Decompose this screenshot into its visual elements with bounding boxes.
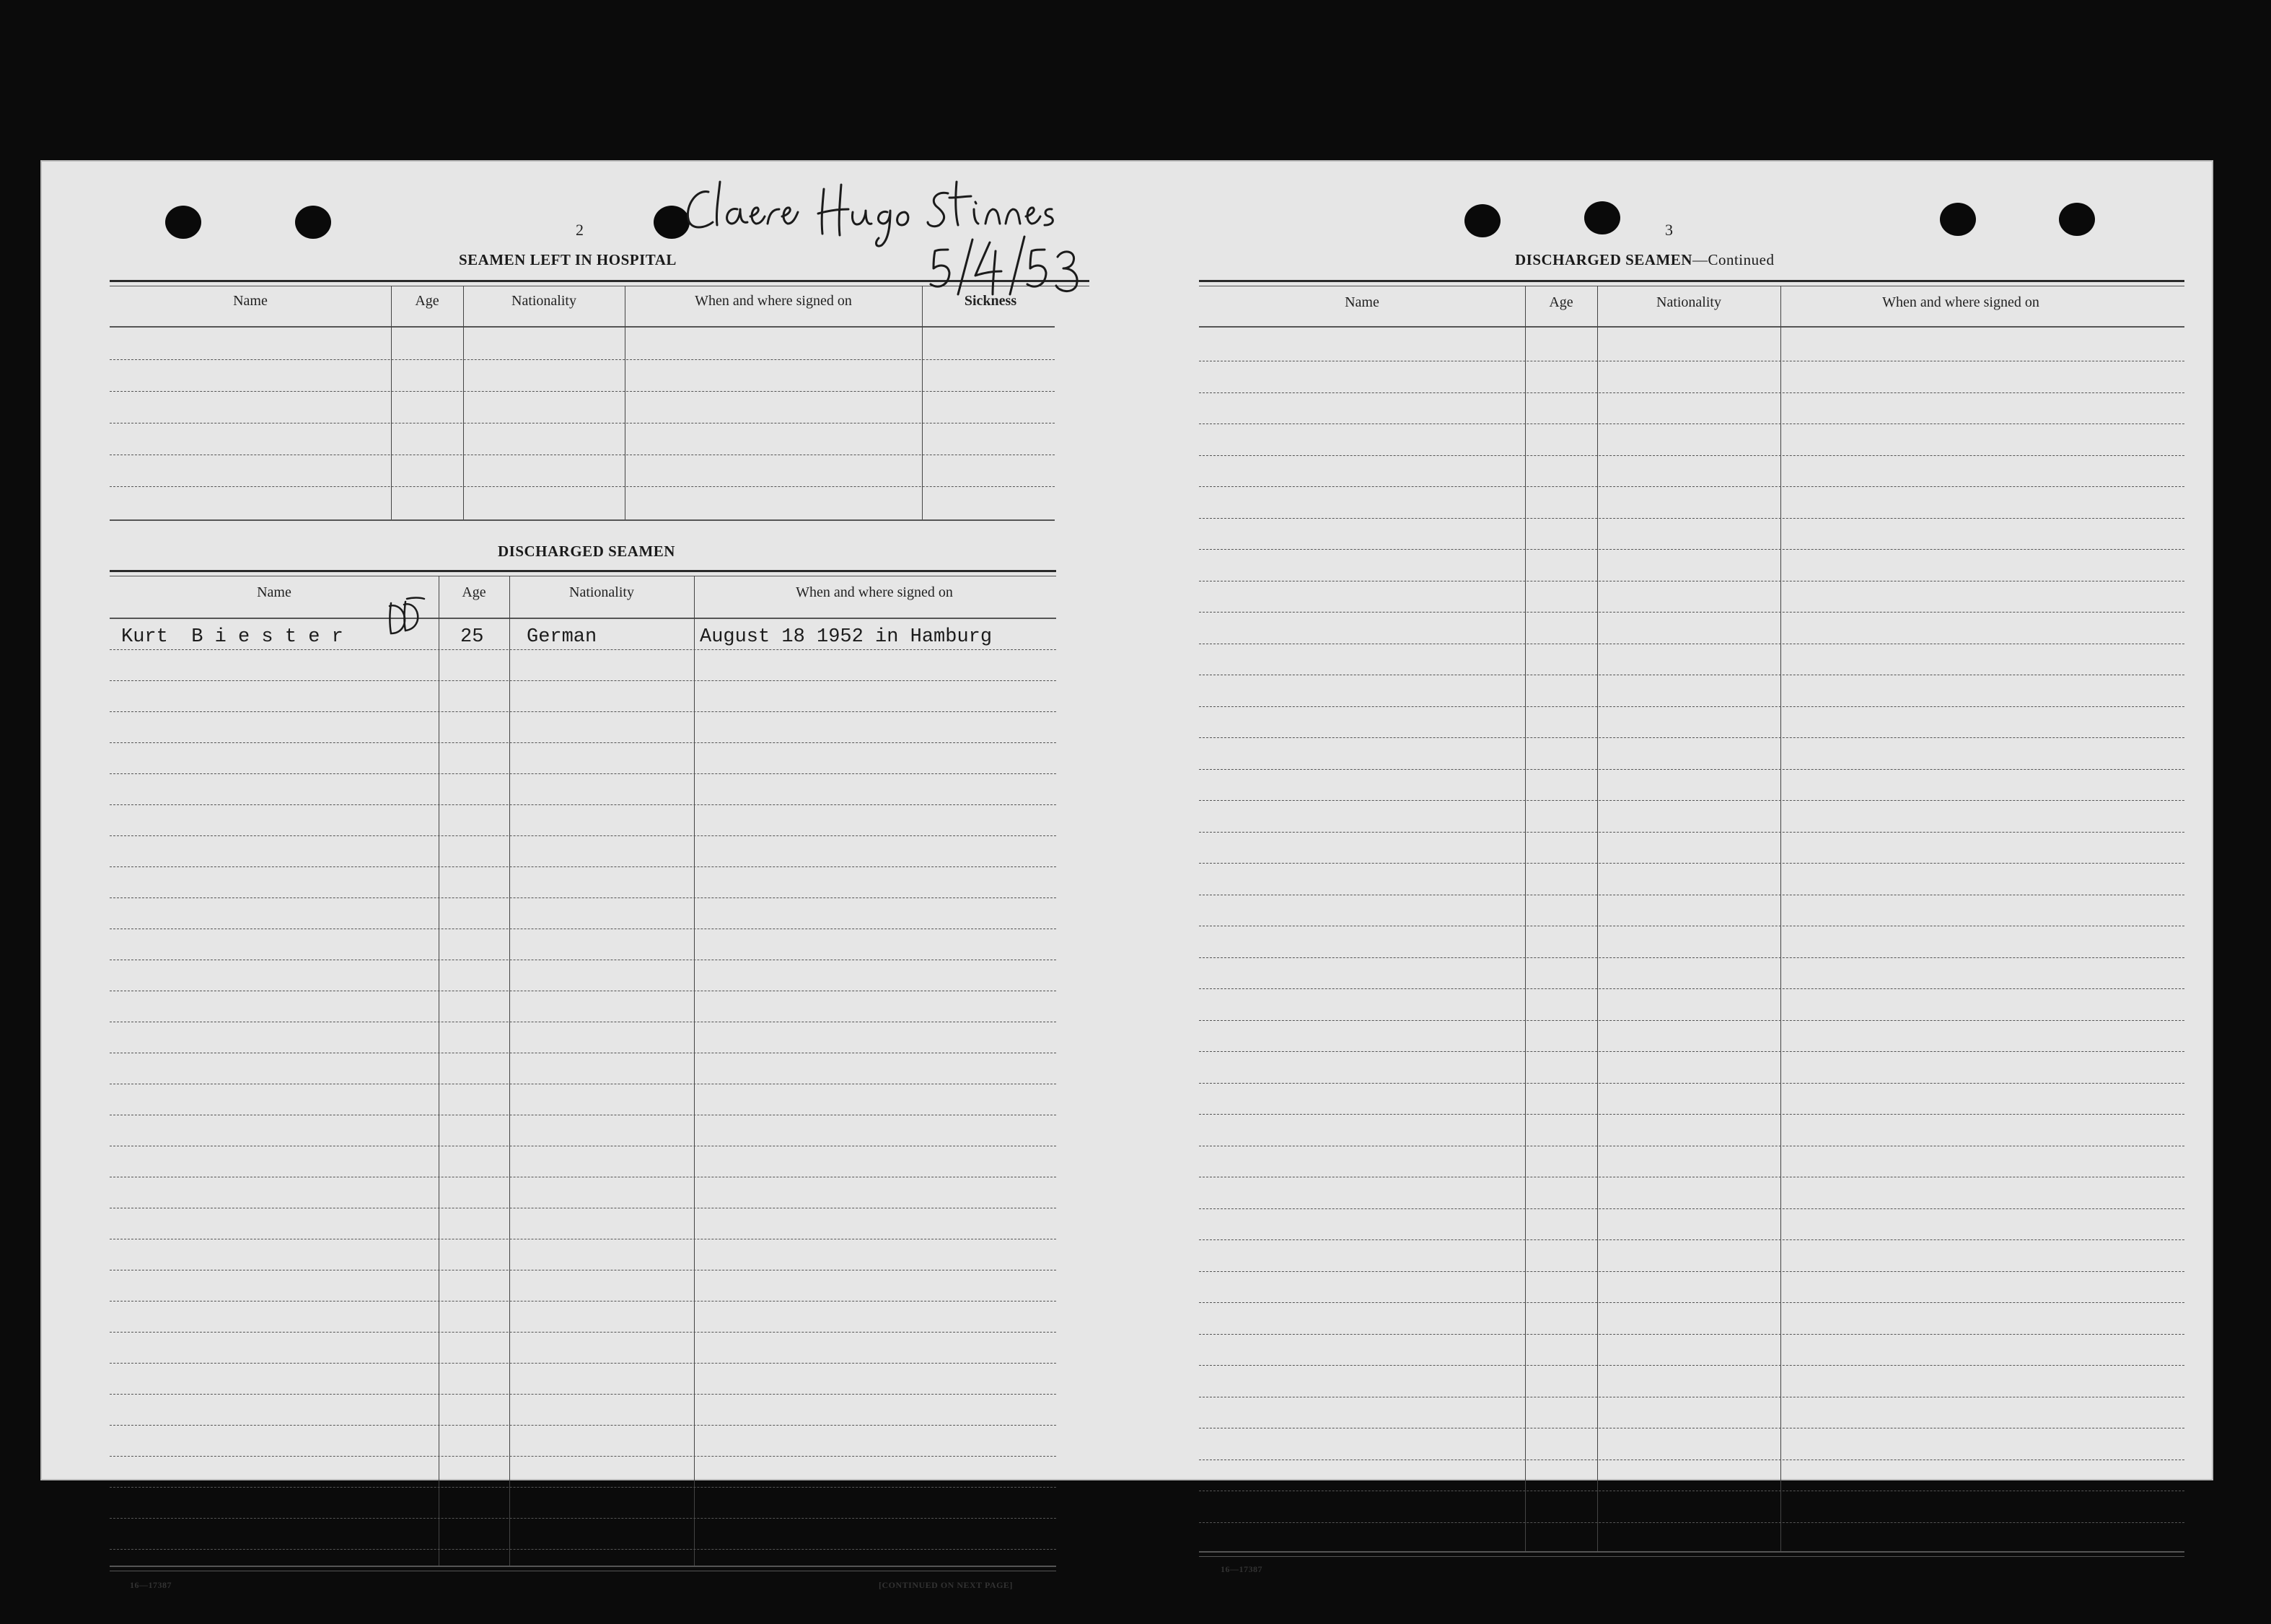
ruled-line [1199, 612, 2184, 613]
discharged-section-title: DISCHARGED SEAMEN [498, 543, 675, 560]
right-col-header-age: Age [1549, 294, 1573, 310]
ruled-line [110, 391, 1055, 392]
column-divider [1525, 286, 1526, 1553]
ruled-line [110, 804, 1056, 805]
discharged-col-header-signed-on: When and where signed on [796, 584, 953, 600]
discharged-col-header-nationality: Nationality [569, 584, 634, 600]
ruled-line [1199, 392, 2184, 393]
ruled-line [1199, 1083, 2184, 1084]
ruled-line [110, 680, 1056, 681]
ruled-line [110, 1332, 1056, 1333]
ruled-line [1199, 863, 2184, 864]
ruled-line [1199, 518, 2184, 519]
ruled-line [110, 1487, 1056, 1488]
handwritten-initials [385, 596, 429, 639]
ruled-line [110, 1518, 1056, 1519]
ruled-line [110, 1363, 1056, 1364]
punch-hole [1940, 203, 1976, 236]
ruled-line [110, 773, 1056, 774]
ruled-line [1199, 1522, 2184, 1523]
column-divider [694, 576, 695, 1567]
discharged-bottom-rule [110, 1566, 1056, 1567]
ruled-line [110, 835, 1056, 836]
hospital-col-header-sickness: Sickness [964, 293, 1017, 309]
page-number: 3 [1665, 221, 1673, 239]
hospital-header-rule [110, 326, 1055, 328]
discharged-col-header-age: Age [462, 584, 486, 600]
ruled-line [1199, 737, 2184, 738]
form-sheet [40, 160, 2213, 1590]
ruled-line [1199, 706, 2184, 707]
ruled-line [1199, 832, 2184, 833]
punch-hole [1464, 204, 1501, 237]
punch-hole [295, 206, 331, 239]
page-number: 2 [576, 221, 584, 239]
ruled-line [1199, 455, 2184, 456]
ruled-line [110, 359, 1055, 360]
seaman-age: 25 [460, 626, 484, 648]
ruled-line [1199, 957, 2184, 958]
title-main: DISCHARGED SEAMEN [1515, 251, 1692, 268]
punch-hole [2059, 203, 2095, 236]
punch-hole [1584, 201, 1620, 234]
seaman-name: Kurt B i e s t e r [121, 626, 343, 648]
ruled-line [1199, 1334, 2184, 1335]
hospital-col-header-signed-on: When and where signed on [695, 293, 852, 309]
discharged-col-header-name: Name [257, 584, 291, 600]
right-bottom-rule [1199, 1556, 2184, 1557]
ruled-line [1199, 988, 2184, 989]
right-col-header-signed-on: When and where signed on [1882, 294, 2039, 310]
ruled-line [1199, 1302, 2184, 1303]
ruled-line [1199, 1271, 2184, 1272]
ruled-line [110, 1456, 1056, 1457]
right-header-rule [1199, 326, 2184, 328]
seaman-nationality: German [527, 626, 597, 648]
ruled-line [1199, 1365, 2184, 1366]
ruled-line [1199, 800, 2184, 801]
ruled-line [110, 486, 1055, 487]
hospital-col-header-age: Age [415, 293, 439, 309]
right-col-header-nationality: Nationality [1656, 294, 1721, 310]
ruled-line [1199, 1239, 2184, 1240]
handwritten-ship-and-date [675, 167, 1166, 304]
punch-hole [165, 206, 201, 239]
column-divider [509, 576, 510, 1567]
discharged-continued-title [1515, 251, 1774, 269]
form-number: 16—17387 [1221, 1564, 1262, 1574]
ruled-line [110, 897, 1056, 898]
ruled-line [110, 1549, 1056, 1550]
discharged-header-rule [110, 618, 1056, 619]
ruled-line [1199, 549, 2184, 550]
seaman-signed-on: August 18 1952 in Hamburg [700, 626, 993, 648]
ruled-line [1199, 769, 2184, 770]
discharged-top-rule [110, 570, 1056, 572]
right-bottom-rule [1199, 1551, 2184, 1553]
column-divider [1597, 286, 1598, 1553]
ruled-line [110, 1394, 1056, 1395]
ruled-line [110, 742, 1056, 743]
ruled-line [110, 1425, 1056, 1426]
hospital-col-header-nationality: Nationality [511, 293, 576, 309]
hospital-section-title: SEAMEN LEFT IN HOSPITAL [459, 251, 677, 268]
right-col-header-name: Name [1345, 294, 1379, 310]
ruled-line [110, 1301, 1056, 1302]
continued-note: [CONTINUED ON NEXT PAGE] [879, 1580, 1013, 1590]
column-divider [1780, 286, 1781, 1553]
form-number: 16—17387 [130, 1580, 172, 1590]
ruled-line [1199, 486, 2184, 487]
ruled-line [1199, 1208, 2184, 1209]
hospital-col-header-name: Name [233, 293, 268, 309]
ruled-line [110, 866, 1056, 867]
ruled-line [110, 711, 1056, 712]
ruled-line [1199, 1051, 2184, 1052]
ruled-line [1199, 1020, 2184, 1021]
ruled-line [1199, 1114, 2184, 1115]
title-suffix: —Continued [1692, 251, 1775, 268]
right-top-rule [1199, 280, 2184, 282]
ruled-line [110, 649, 1056, 650]
hospital-bottom-rule [110, 519, 1055, 521]
ruled-line [1199, 423, 2184, 424]
